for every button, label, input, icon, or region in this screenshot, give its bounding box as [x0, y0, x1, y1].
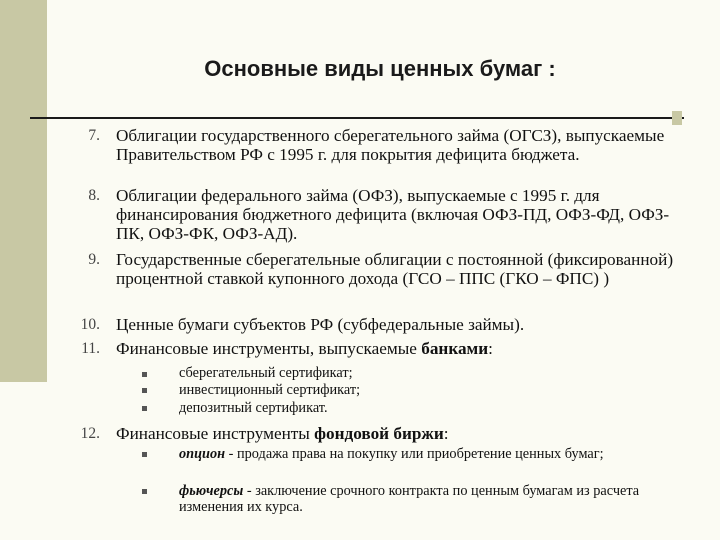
- list-item: Финансовые инструменты фондовой биржи:: [116, 424, 449, 443]
- list-item: Финансовые инструменты, выпускаемые банками:: [116, 339, 493, 358]
- list-number: 8.: [88, 187, 100, 204]
- list-number: 7.: [88, 127, 100, 144]
- sub-list-item: депозитный сертификат.: [179, 400, 328, 416]
- sub-list-item: фьючерсы - заключение срочного контракта по ценным бумагам из расчета изменения их курса.: [179, 483, 640, 515]
- list-item: Облигации государственного сберегательного займа (ОГСЗ), выпускаемые Правительством РФ с 1995 г. для покрытия дефицита бюджета.: [116, 126, 665, 164]
- list-item: Государственные сберегательные облигации с постоянной (фиксированной) процентной ставкой купонного дохода (ГСО – ППС (ГКО – ФПС) ): [116, 250, 674, 288]
- list-item: Облигации федерального займа (ОФЗ), выпускаемые с 1995 г. для финансирования бюджетного дефицита (включая ОФЗ-ПД, ОФЗ-ФД, ОФЗ-ПК, ОФЗ-ФК, ОФЗ-АД).: [116, 186, 670, 243]
- list-number: 11.: [81, 340, 100, 357]
- bullet-icon: [142, 452, 147, 457]
- slide-title: Основные виды ценных бумаг :: [204, 56, 556, 81]
- bullet-icon: [142, 388, 147, 393]
- list-number: 10.: [80, 316, 100, 333]
- bullet-icon: [142, 372, 147, 377]
- title-rule: [30, 117, 684, 119]
- sub-list-item: опцион - продажа права на покупку или приобретение ценных бумаг;: [179, 446, 604, 462]
- bullet-icon: [142, 489, 147, 494]
- sub-list-item: инвестиционный сертификат;: [179, 382, 361, 398]
- bullet-icon: [142, 406, 147, 411]
- list-number: 9.: [88, 251, 100, 268]
- list-item: Ценные бумаги субъектов РФ (субфедеральные займы).: [116, 315, 525, 334]
- rule-accent: [672, 111, 682, 125]
- sub-list-item: сберегательный сертификат;: [179, 365, 353, 381]
- list-number: 12.: [80, 425, 100, 442]
